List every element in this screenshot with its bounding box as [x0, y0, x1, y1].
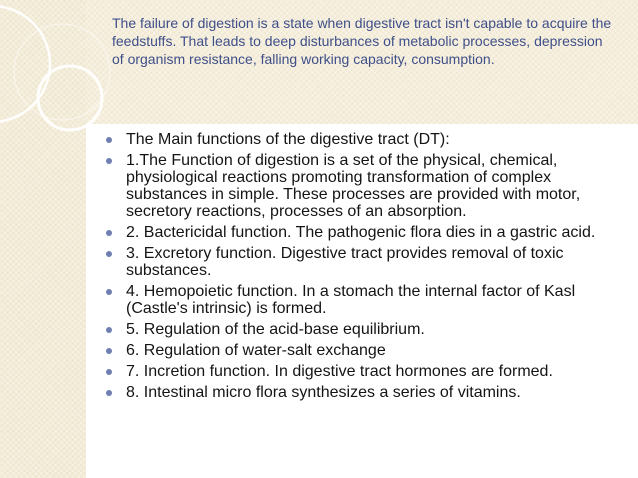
bullet-item: [100, 384, 625, 401]
bullet-dot-icon: [106, 230, 112, 236]
bullet-text: 8. Intestinal micro flora synthesizes a series of vitamins.: [126, 384, 521, 401]
bullet-dot-icon: [106, 251, 112, 257]
bullet-text: 5. Regulation of the acid-base equilibrium.: [126, 321, 425, 338]
bullet-dot-icon: [106, 390, 112, 396]
bullet-item: [100, 131, 625, 148]
bullet-item: [100, 342, 625, 359]
bullet-text: 2. Bactericidal function. The pathogenic flora dies in a gastric acid.: [126, 224, 596, 241]
bullet-text: The Main functions of the digestive tract (DT):: [126, 131, 450, 148]
bullet-text: 7. Incretion function. In digestive tract hormones are formed.: [126, 363, 553, 380]
bullet-item: [100, 321, 625, 338]
bullet-item: [100, 363, 625, 380]
bullet-text: 1.The Function of digestion is a set of the physical, chemical, physiological reactions promoting transformation of complex substances in simple. These processes are provided with motor, secretory reactions, processes of an absorption.: [126, 152, 581, 220]
bullet-list: [100, 131, 625, 405]
bullet-item: [100, 283, 625, 317]
bullet-dot-icon: [106, 348, 112, 354]
bullet-dot-icon: [106, 137, 112, 143]
bullet-dot-icon: [106, 158, 112, 164]
bullet-dot-icon: [106, 289, 112, 295]
bullet-dot-icon: [106, 369, 112, 375]
bullet-dot-icon: [106, 327, 112, 333]
bullet-text: 4. Hemopoietic function. In a stomach the internal factor of Kasl (Castle's intrinsic) is formed.: [126, 283, 576, 317]
slide-title: The failure of digestion is a state when digestive tract isn't capable to acquire the feedstuffs. That leads to deep disturbances of metabolic processes, depression of organism resistance, falling working capacity, consumption.: [112, 15, 612, 67]
bullet-item: [100, 224, 625, 241]
bullet-text: 6. Regulation of water-salt exchange: [126, 342, 386, 359]
bullet-item: [100, 152, 625, 220]
bullet-text: 3. Excretory function. Digestive tract provides removal of toxic substances.: [126, 245, 564, 279]
bullet-item: [100, 245, 625, 279]
